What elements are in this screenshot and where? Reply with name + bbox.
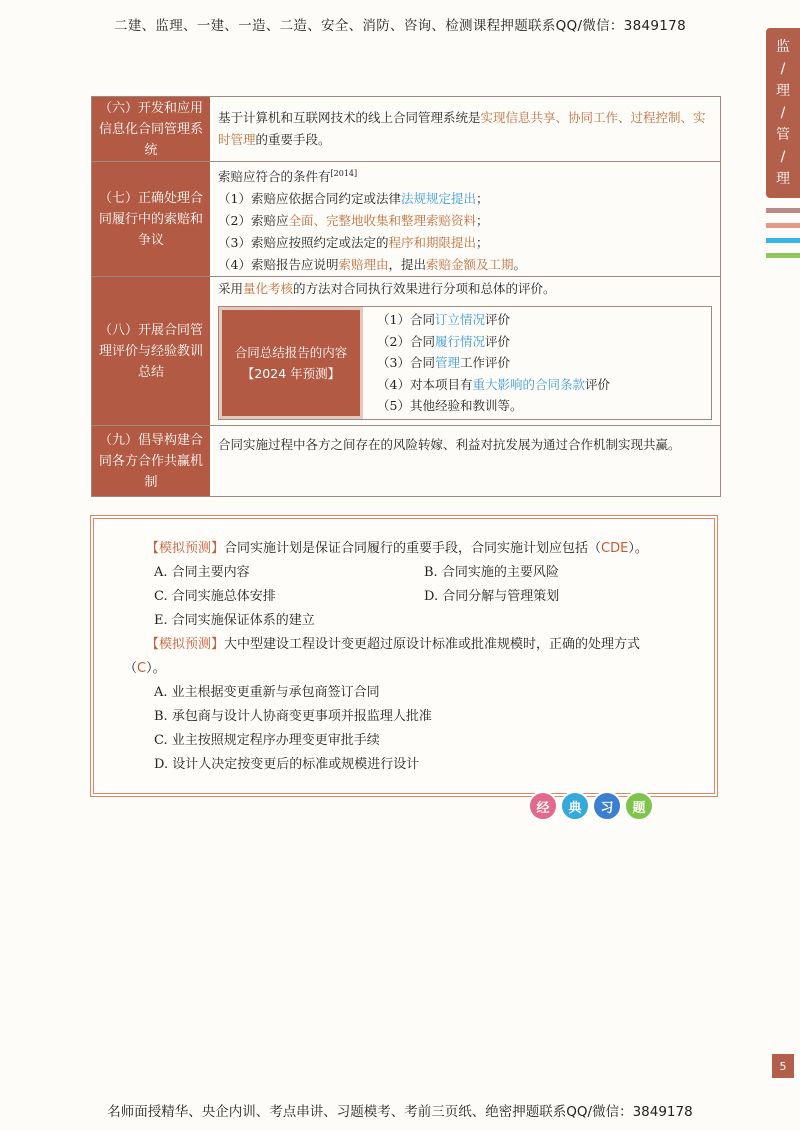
color-bars bbox=[766, 208, 800, 268]
prediction-tag: 【2024 年预测】 bbox=[241, 365, 341, 381]
year-marker: [2014] bbox=[330, 169, 358, 178]
text: （3）索赔应按照约定或法定的 bbox=[218, 235, 389, 251]
list-item: （3）合同管理工作评价 bbox=[377, 355, 510, 370]
list-item: （5）其他经验和教训等。 bbox=[377, 398, 523, 413]
tab-char: 理 bbox=[776, 83, 790, 99]
question-1 bbox=[146, 537, 706, 561]
option: E. 合同实施保证体系的建立 bbox=[154, 613, 315, 628]
tab-char: / bbox=[780, 149, 786, 165]
text: （1）索赔应依据合同约定或法律 bbox=[218, 191, 401, 207]
highlight-text: 法规规定提出 bbox=[400, 191, 476, 207]
option: B. 合同实施的主要风险 bbox=[424, 565, 559, 580]
color-bar bbox=[766, 208, 800, 213]
question-2 bbox=[146, 633, 706, 657]
text: 基于计算机和互联网技术的线上合同管理系统是 bbox=[218, 110, 481, 125]
summary-report-list bbox=[363, 307, 711, 419]
question-tag: 【模拟预测】 bbox=[146, 541, 225, 556]
badge-char: 习 bbox=[592, 791, 622, 821]
table-row bbox=[92, 277, 720, 426]
row-content bbox=[210, 277, 720, 425]
badge-char: 典 bbox=[560, 791, 590, 821]
highlight-text: 量化考核 bbox=[243, 281, 294, 296]
color-bar bbox=[766, 253, 800, 258]
exercise-content bbox=[124, 537, 706, 777]
text: ； bbox=[475, 213, 489, 229]
classic-exercises-badge bbox=[528, 791, 656, 821]
text: 索赔应符合的条件有 bbox=[218, 169, 331, 185]
section-tab bbox=[766, 28, 800, 198]
highlight-text: 索赔理由 bbox=[338, 257, 389, 273]
option: D. 合同分解与管理策划 bbox=[424, 589, 560, 604]
text: （4）索赔报告应说明 bbox=[218, 257, 339, 273]
summary-report-box bbox=[218, 306, 712, 420]
text: 的方法对合同执行效果进行分项和总体的评价。 bbox=[293, 281, 556, 296]
answer: C bbox=[137, 661, 147, 676]
option: C. 合同实施总体安排 bbox=[154, 589, 276, 604]
option: C. 业主按照规定程序办理变更审批手续 bbox=[154, 733, 380, 748]
bottom-banner: 名师面授精华、央企内训、考点串讲、习题模考、考前三页纸、绝密押题联系QQ/微信：3849178 bbox=[107, 1104, 693, 1120]
badge-char: 经 bbox=[528, 791, 558, 821]
tab-char: / bbox=[780, 105, 786, 121]
color-bar bbox=[766, 238, 800, 243]
text: （ bbox=[124, 661, 138, 676]
text: ）。 bbox=[146, 661, 166, 676]
text: 的重要手段。 bbox=[255, 132, 331, 147]
badge-char: 题 bbox=[624, 791, 654, 821]
list-item: （4）对本项目有重大影响的合同条款评价 bbox=[377, 376, 610, 392]
tab-char: 监 bbox=[776, 39, 790, 55]
top-banner: 二建、监理、一建、一造、二造、安全、消防、咨询、检测课程押题联系QQ/微信：3849178 bbox=[114, 18, 686, 34]
tab-char: 理 bbox=[776, 171, 790, 187]
text: ）。 bbox=[628, 541, 648, 556]
highlight-text: 索赔金额及工期 bbox=[426, 257, 514, 273]
text: 。 bbox=[513, 257, 527, 273]
text: ； bbox=[475, 235, 489, 251]
row-heading: （七）正确处理合同履行中的索赔和争议 bbox=[92, 162, 210, 276]
row-heading: （八）开展合同管理评价与经验教训总结 bbox=[92, 277, 210, 425]
list-item: （2）合同履行情况评价 bbox=[377, 333, 510, 349]
option: B. 承包商与设计人协商变更事项并报监理人批准 bbox=[154, 709, 432, 724]
table-row bbox=[92, 97, 720, 162]
option: D. 设计人决定按变更后的标准或规模进行设计 bbox=[154, 757, 420, 772]
option: A. 业主根据变更重新与承包商签订合同 bbox=[154, 685, 380, 700]
summary-report-heading bbox=[219, 307, 363, 419]
option: A. 合同主要内容 bbox=[154, 565, 250, 580]
question-text: 大中型建设工程设计变更超过原设计标准或批准规模时，正确的处理方式 bbox=[224, 637, 641, 652]
row-heading: （九）倡导构建合同各方合作共赢机制 bbox=[92, 426, 210, 496]
table-row bbox=[92, 426, 720, 496]
exercise-box bbox=[90, 515, 718, 797]
answer: CDE bbox=[601, 541, 629, 556]
question-tag: 【模拟预测】 bbox=[146, 637, 225, 652]
table-row bbox=[92, 162, 720, 277]
highlight-text: 实现信息共享、协同工作、过程控制、实时管理 bbox=[218, 110, 706, 147]
question-text: 合同实施计划是保证合同履行的重要手段，合同实施计划应包括（ bbox=[224, 541, 602, 556]
text: ； bbox=[475, 191, 489, 207]
text: 合同总结报告的内容 bbox=[234, 344, 348, 360]
question-1-options bbox=[146, 561, 706, 609]
color-bar bbox=[766, 223, 800, 228]
tab-char: / bbox=[780, 61, 786, 77]
row-content: 合同实施过程中各方之间存在的风险转嫁、利益对抗发展为通过合作机制实现共赢。 bbox=[210, 426, 720, 496]
contract-management-table bbox=[91, 96, 721, 497]
tab-char: 管 bbox=[776, 127, 790, 143]
row-content bbox=[210, 97, 720, 161]
row-content bbox=[210, 162, 720, 276]
text: （2）索赔应 bbox=[218, 213, 289, 229]
list-item: （1）合同订立情况评价 bbox=[377, 312, 510, 327]
text: ，提出 bbox=[388, 257, 426, 273]
highlight-text: 全面、完整地收集和整理索赔资料 bbox=[288, 213, 476, 229]
page-number: 5 bbox=[772, 1054, 794, 1078]
row-heading: （六）开发和应用信息化合同管理系统 bbox=[92, 97, 210, 161]
text: 采用 bbox=[218, 281, 244, 296]
highlight-text: 程序和期限提出 bbox=[388, 235, 476, 251]
